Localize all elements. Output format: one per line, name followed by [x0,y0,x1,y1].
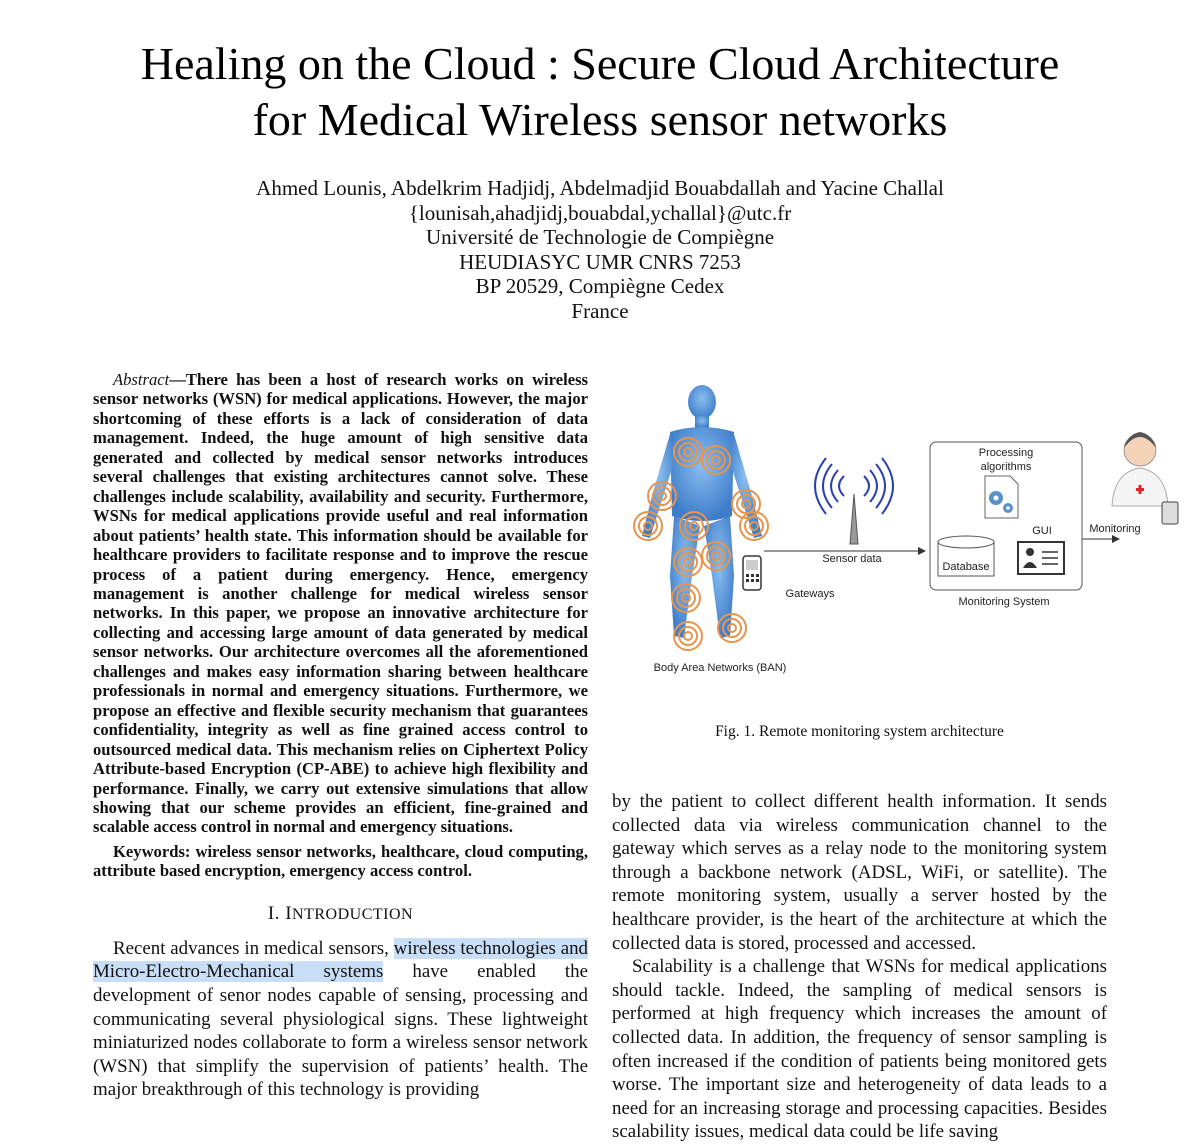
label-monitoring-system: Monitoring System [958,596,1050,608]
right-paragraph-1: by the patient to collect different health information. It sends collected data via wireless communication channel to the gateway which serves as a relay node to the monitoring system through a backbone network (ADSL, WiFi, or satellite). The remote monitoring system, usually a server hosted by the healthcare provider, is the heart of the architecture at which the collected data is stored, processed and accessed. [612,791,1107,954]
keywords: Keywords: wireless sensor networks, healthcare, cloud computing, attribute based encryption, emergency access control. [93,841,588,881]
affiliation-university: Université de Technologie de Compiègne [425,225,775,249]
abstract-lead: Abstract [113,370,170,389]
sensor-icon [718,614,746,642]
label-sensor-data: Sensor data [822,553,882,565]
section-number: I. [267,902,280,924]
label-gateways: Gateways [785,588,835,600]
architecture-diagram [612,376,1200,696]
author-email: {lounisah,ahadjidj,bouabdal,ychallal}@utc.fr [408,200,792,225]
label-monitoring: Monitoring [1089,523,1141,535]
section-title-first: I [285,902,293,924]
intro-text-after: have enabled the development of senor nodes capable of sensing, processing and communicating several physiological signs. These lightweight miniaturized nodes collaborate to form a wireless sensor network (WSN) that simplify the supervision of patients’ health. The major breakthrough of this technology is providing [93,961,588,1101]
author-block [0,176,1200,323]
figure-remote-monitoring [612,376,1200,696]
gui-icon [1018,542,1064,574]
abstract [93,370,588,837]
title-line-1: Healing on the Cloud : Secure Cloud Architecture [140,38,1060,89]
label-database: Database [942,561,990,573]
figure-caption: Fig. 1. Remote monitoring system architecture [715,723,1004,740]
sensor-icon [674,622,702,650]
right-paragraph-2: Scalability is a challenge that WSNs for medical applications should tackle. Indeed, the sampling of medical sensors is performed at high frequency which increases the amount of collected data. In addition, the frequency of sensor sampling is often increased if the condition of patients being monitored gets worse. The important size and heterogeneity of data leads to a need for an increasing storage and processing capacities. Besides scalability issues, medical data could be life saving [612,956,1107,1143]
label-ban: Body Area Networks (BAN) [653,662,787,674]
intro-text-before: Recent advances in medical sensors, [113,937,394,959]
left-column [93,370,588,1102]
human-body-icon [642,385,762,638]
phone-gateway-icon [743,556,761,590]
intro-highlighted-text[interactable]: wireless technologies and Micro-Electro-Mechanical systems [93,937,588,983]
paper-title [0,36,1200,148]
affiliation-lab: HEUDIASYC UMR CNRS 7253 [459,249,741,274]
affiliation-address: BP 20529, Compiègne Cedex [475,274,725,298]
label-gui: GUI [1032,525,1052,537]
gears-document-icon [985,476,1018,518]
antenna-icon [815,458,893,544]
doctor-icon [1112,432,1178,524]
section-heading-introduction [93,903,588,925]
author-names: Ahmed Lounis, Abdelkrim Hadjidj, Abdelmadjid Bouabdallah and Yacine Challal [256,176,944,200]
section-title-rest: NTRODUCTION [292,905,414,923]
intro-paragraph [93,937,588,1102]
title-line-2: for Medical Wireless sensor networks [252,94,948,145]
abstract-body: —There has been a host of research works on wireless sensor networks (WSN) for medical applications. However, the major shortcoming of these efforts is a lack of consideration of data management. Indeed, the huge amount of high sensitive data generated and collected by medical sensor networks introduces several challenges that existing architectures cannot solve. These challenges include scalability, availability and security. Furthermore, WSNs for medical applications provide useful and real information about patients’ health state. This information should be available for healthcare providers to facilitate response and to improve the rescue process of a patient during emergency. Hence, emergency management is another challenge for medical wireless sensor networks. In this paper, we propose an innovative architecture for collecting and accessing large amount of data generated by medical sensor networks. Our architecture overcomes all the aforementioned challenges and makes easy information sharing between healthcare professionals in normal and emergency situations. Furthermore, we propose an effective and flexible security mechanism that guarantees confidentiality, integrity as well as fine grained access control to outsourced medical data. This mechanism relies on Ciphertext Policy Attribute-based Encryption (CP-ABE) to achieve high flexibility and performance. Finally, we carry out extensive simulations that allow showing that our scheme provides an efficient, fine-grained and scalable access control in normal and emergency situations. [93,370,588,837]
affiliation-country: France [571,298,629,323]
right-column [612,790,1107,1144]
label-algorithms: algorithms [980,461,1032,473]
label-processing: Processing [978,447,1034,459]
